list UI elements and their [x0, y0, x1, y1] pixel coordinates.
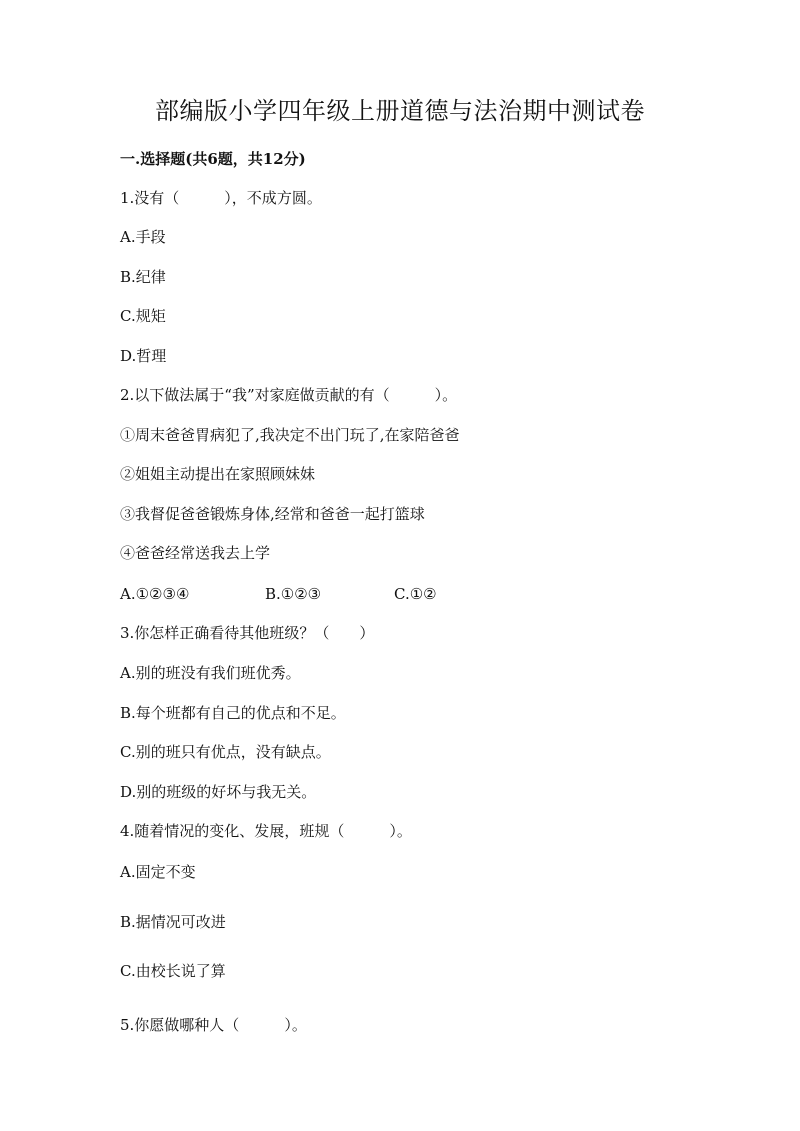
- question-3-option-b: B.每个班都有自己的优点和不足。: [120, 704, 346, 722]
- question-2-option-c: C.①②: [394, 585, 437, 603]
- question-2-statement-2: ②姐姐主动提出在家照顾妹妹: [120, 465, 316, 483]
- question-1-option-c: C.规矩: [120, 307, 166, 325]
- question-3-stem: 3.你怎样正确看待其他班级？（ ）: [120, 624, 375, 642]
- question-3-option-c: C.别的班只有优点，没有缺点。: [120, 743, 331, 761]
- question-2-statement-3: ③我督促爸爸锻炼身体,经常和爸爸一起打篮球: [120, 505, 425, 523]
- question-2-option-a: A.①②③④: [120, 585, 190, 603]
- question-1-option-a: A.手段: [120, 228, 166, 246]
- question-4-option-a: A.固定不变: [120, 863, 196, 881]
- question-2-statement-1: ①周末爸爸胃病犯了,我决定不出门玩了,在家陪爸爸: [120, 426, 460, 444]
- question-2-statement-4: ④爸爸经常送我去上学: [120, 544, 271, 562]
- question-1-option-d: D.哲理: [120, 347, 167, 365]
- question-3-option-d: D.别的班级的好坏与我无关。: [120, 783, 317, 801]
- question-1-stem: 1.没有（ ），不成方圆。: [120, 189, 322, 207]
- question-1-option-b: B.纪律: [120, 268, 166, 286]
- question-3-option-a: A.别的班没有我们班优秀。: [120, 664, 301, 682]
- question-4-option-b: B.据情况可改进: [120, 913, 226, 931]
- question-2-stem: 2.以下做法属于“我”对家庭做贡献的有（ ）。: [120, 386, 458, 404]
- section-heading: 一.选择题(共6题，共12分): [120, 150, 306, 168]
- exam-title: 部编版小学四年级上册道德与法治期中测试卷: [155, 97, 645, 125]
- question-5-stem: 5.你愿做哪种人（ ）。: [120, 1016, 307, 1034]
- question-2-option-b: B.①②③: [265, 585, 322, 603]
- question-4-option-c: C.由校长说了算: [120, 962, 226, 980]
- question-4-stem: 4.随着情况的变化、发展，班规（ ）。: [120, 822, 412, 840]
